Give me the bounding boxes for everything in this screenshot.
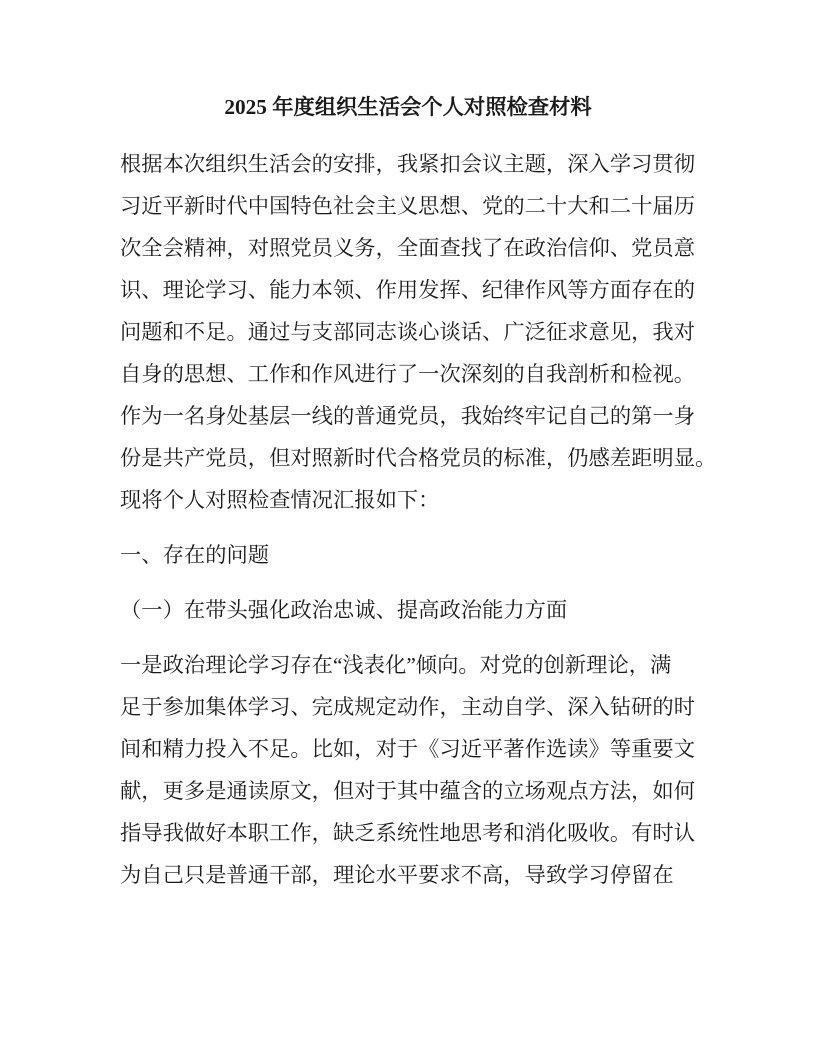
text-line: 指导我做好本职工作，缺乏系统性地思考和消化吸收。有时认 [120,821,696,845]
text-line: 次全会精神，对照党员义务，全面查找了在政治信仰、党员意 [120,236,696,260]
text-line: 现将个人对照检查情况汇报如下： [120,488,440,512]
text-line: 间和精力投入不足。比如，对于《习近平著作选读》等重要文 [120,737,696,761]
text-line: 一是政治理论学习存在“浅表化”倾向。对党的创新理论，满 [120,653,672,677]
text-line: 为自己只是普通干部，理论水平要求不高，导致学习停留在 [120,863,674,887]
text-line: 自身的思想、工作和作风进行了一次深刻的自我剖析和检视。 [120,362,696,386]
text-line: 份是共产党员，但对照新时代合格党员的标准，仍感差距明显。 [120,446,717,470]
section-heading: 一、存在的问题 [120,543,270,567]
text-line: 作为一名身处基层一线的普通党员，我始终牢记自己的第一身 [120,404,696,428]
subsection-heading: （一）在带头强化政治忠诚、提高政治能力方面 [120,598,568,622]
text-line: 根据本次组织生活会的安排，我紧扣会议主题，深入学习贯彻 [120,152,696,176]
intro-paragraph [120,143,717,521]
document-title: 2025 年度组织生活会个人对照检查材料 [224,95,592,119]
problem-paragraph [120,644,696,896]
text-line: 足于参加集体学习、完成规定动作，主动自学、深入钻研的时 [120,695,696,719]
text-line: 献，更多是通读原文，但对于其中蕴含的立场观点方法，如何 [120,779,696,803]
text-line: 问题和不足。通过与支部同志谈心谈话、广泛征求意见，我对 [120,320,696,344]
text-line: 识、理论学习、能力本领、作用发挥、纪律作风等方面存在的 [120,278,696,302]
text-line: 习近平新时代中国特色社会主义思想、党的二十大和二十届历 [120,194,696,218]
